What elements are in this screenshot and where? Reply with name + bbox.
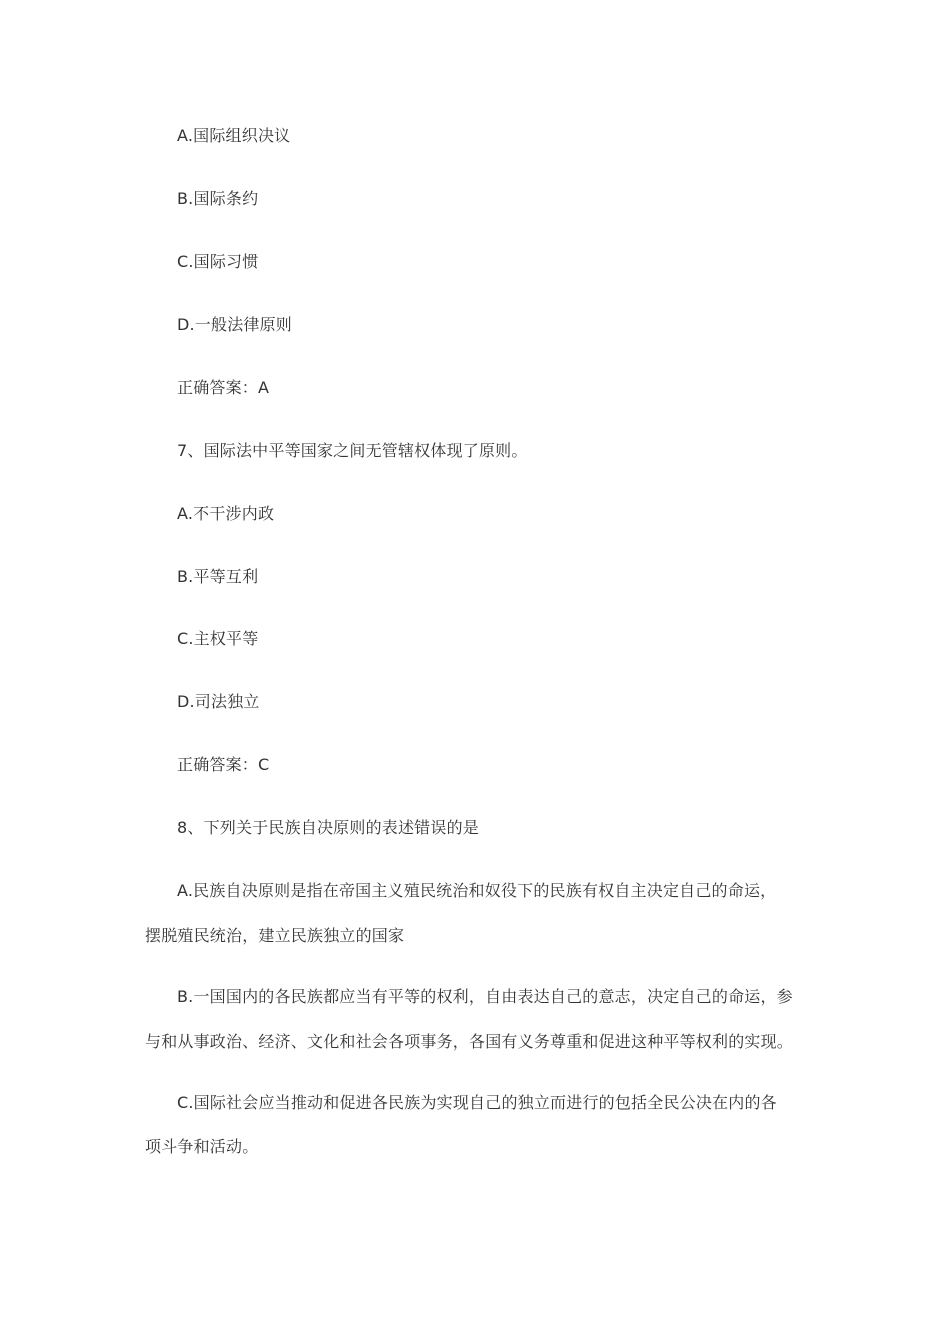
q6-option-c: C.国际习惯 <box>177 252 259 271</box>
q8-question: 8、下列关于民族自决原则的表述错误的是 <box>177 818 479 837</box>
q7-question: 7、国际法中平等国家之间无管辖权体现了原则。 <box>177 441 528 460</box>
q7-option-a: A.不干涉内政 <box>177 504 275 523</box>
q8-option-b-line2: 与和从事政治、经济、文化和社会各项事务，各国有义务尊重和促进这种平等权利的实现。 <box>145 1032 794 1051</box>
q8-option-a-line2: 摆脱殖民统治，建立民族独立的国家 <box>145 926 405 945</box>
q6-option-b: B.国际条约 <box>177 189 259 208</box>
q7-option-d: D.司法独立 <box>177 692 260 711</box>
q8-option-a-line1: A.民族自决原则是指在帝国主义殖民统治和奴役下的民族有权自主决定自己的命运， <box>177 881 777 900</box>
q7-answer: 正确答案：C <box>177 755 270 774</box>
q6-option-d: D.一般法律原则 <box>177 315 293 334</box>
q8-option-b-line1: B.一国国内的各民族都应当有平等的权利，自由表达自己的意志，决定自己的命运，参 <box>177 987 793 1006</box>
q8-option-c-line1: C.国际社会应当推动和促进各民族为实现自己的独立而进行的包括全民公决在内的各 <box>177 1093 777 1112</box>
q7-option-b: B.平等互利 <box>177 567 259 586</box>
q8-option-c-line2: 项斗争和活动。 <box>145 1137 259 1156</box>
q6-option-a: A.国际组织决议 <box>177 126 291 145</box>
q6-answer: 正确答案：A <box>177 378 270 397</box>
q7-option-c: C.主权平等 <box>177 629 259 648</box>
